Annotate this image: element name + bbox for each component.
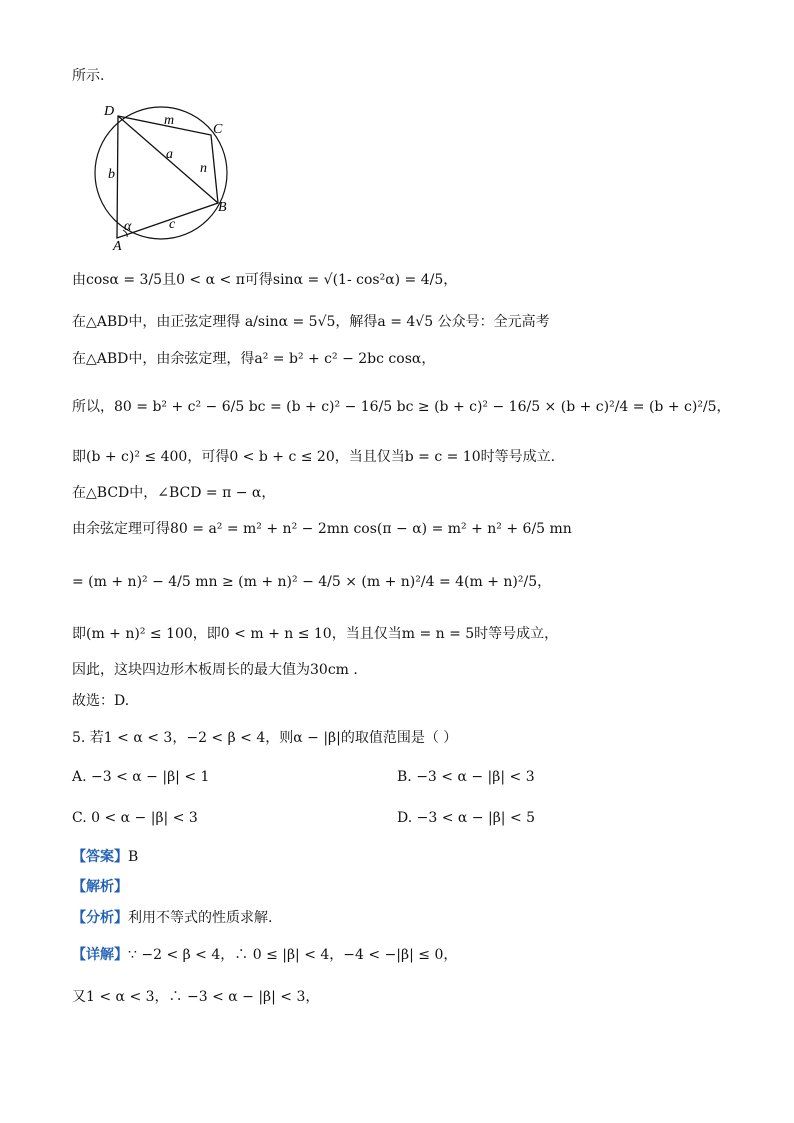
solution-line-10: 因此，这块四边形木板周长的最大值为30cm .	[72, 662, 358, 678]
solution-line-6: 在△BCD中，∠BCD = π − α，	[72, 485, 276, 501]
label-d: D	[104, 104, 115, 119]
solution-line-5: 即(b + c)² ≤ 400，可得0 < b + c ≤ 20，当且仅当b = c = 10时等号成立.	[72, 449, 556, 465]
solution-line-3: 在△ABD中，由余弦定理，得a² = b² + c² − 2bc cosα，	[72, 351, 436, 367]
solution-line-2: 在△ABD中，由正弦定理得 a/sinα = 5√5，解得a = 4√5 公众号：全元高考	[72, 314, 550, 330]
solution-line-9: 即(m + n)² ≤ 100，即0 < m + n ≤ 10，当且仅当m = n = 5时等号成立，	[72, 626, 559, 642]
question-stem: 5. 若1 < α < 3，−2 < β < 4，则α − |β|的取值范围是（ ）	[72, 730, 458, 746]
label-n: n	[200, 161, 207, 176]
option-d: D. −3 < α − |β| < 5	[397, 810, 536, 826]
fenxi-label: 【分析】	[72, 910, 128, 926]
detail-row-2: 又1 < α < 3，∴ −3 < α − |β| < 3，	[72, 989, 320, 1005]
label-b-side: b	[108, 167, 115, 182]
solution-line-4: 所以，80 = b² + c² − 6/5 bc = (b + c)² − 16/5 bc ≥ (b + c)² − 16/5 × (b + c)²/4 = (b + c)²/5，	[72, 399, 731, 415]
solution-line-8: = (m + n)² − 4/5 mn ≥ (m + n)² − 4/5 × (m + n)²/4 = 4(m + n)²/5，	[72, 574, 552, 590]
label-a: A	[113, 239, 122, 254]
detail-line-1: ∵ −2 < β < 4，∴ 0 ≤ |β| < 4，−4 < −|β| ≤ 0，	[128, 947, 458, 963]
label-a-side: a	[166, 147, 173, 162]
label-alpha: α	[124, 219, 132, 234]
label-m: m	[164, 113, 175, 128]
solution-line-11: 故选：D.	[72, 693, 130, 709]
answer-row	[72, 847, 138, 867]
label-c-side: c	[169, 217, 176, 232]
label-c: C	[213, 122, 223, 137]
option-c: C. 0 < α − |β| < 3	[72, 810, 198, 826]
fenxi-text: 利用不等式的性质求解.	[128, 910, 273, 926]
label-b: B	[218, 200, 227, 215]
answer-label: 【答案】	[72, 849, 128, 865]
circle-quadrilateral-figure	[80, 100, 260, 260]
top-text: 所示.	[72, 68, 105, 84]
solution-line-7: 由余弦定理可得80 = a² = m² + n² − 2mn cos(π − α) = m² + n² + 6/5 mn	[72, 521, 572, 537]
option-a: A. −3 < α − |β| < 1	[72, 769, 210, 785]
analysis-label: 【解析】	[72, 879, 128, 895]
answer-value: B	[128, 849, 139, 865]
detail-label: 【详解】	[72, 947, 128, 963]
solution-line-1: 由cosα = 3/5且0 < α < π可得sinα = √(1- cos²α) = 4/5，	[72, 272, 458, 288]
detail-row-1	[72, 945, 457, 965]
option-b: B. −3 < α − |β| < 3	[397, 769, 535, 785]
fenxi-row	[72, 908, 272, 928]
quadrilateral-abcd	[117, 116, 218, 238]
analysis-row	[72, 877, 128, 897]
